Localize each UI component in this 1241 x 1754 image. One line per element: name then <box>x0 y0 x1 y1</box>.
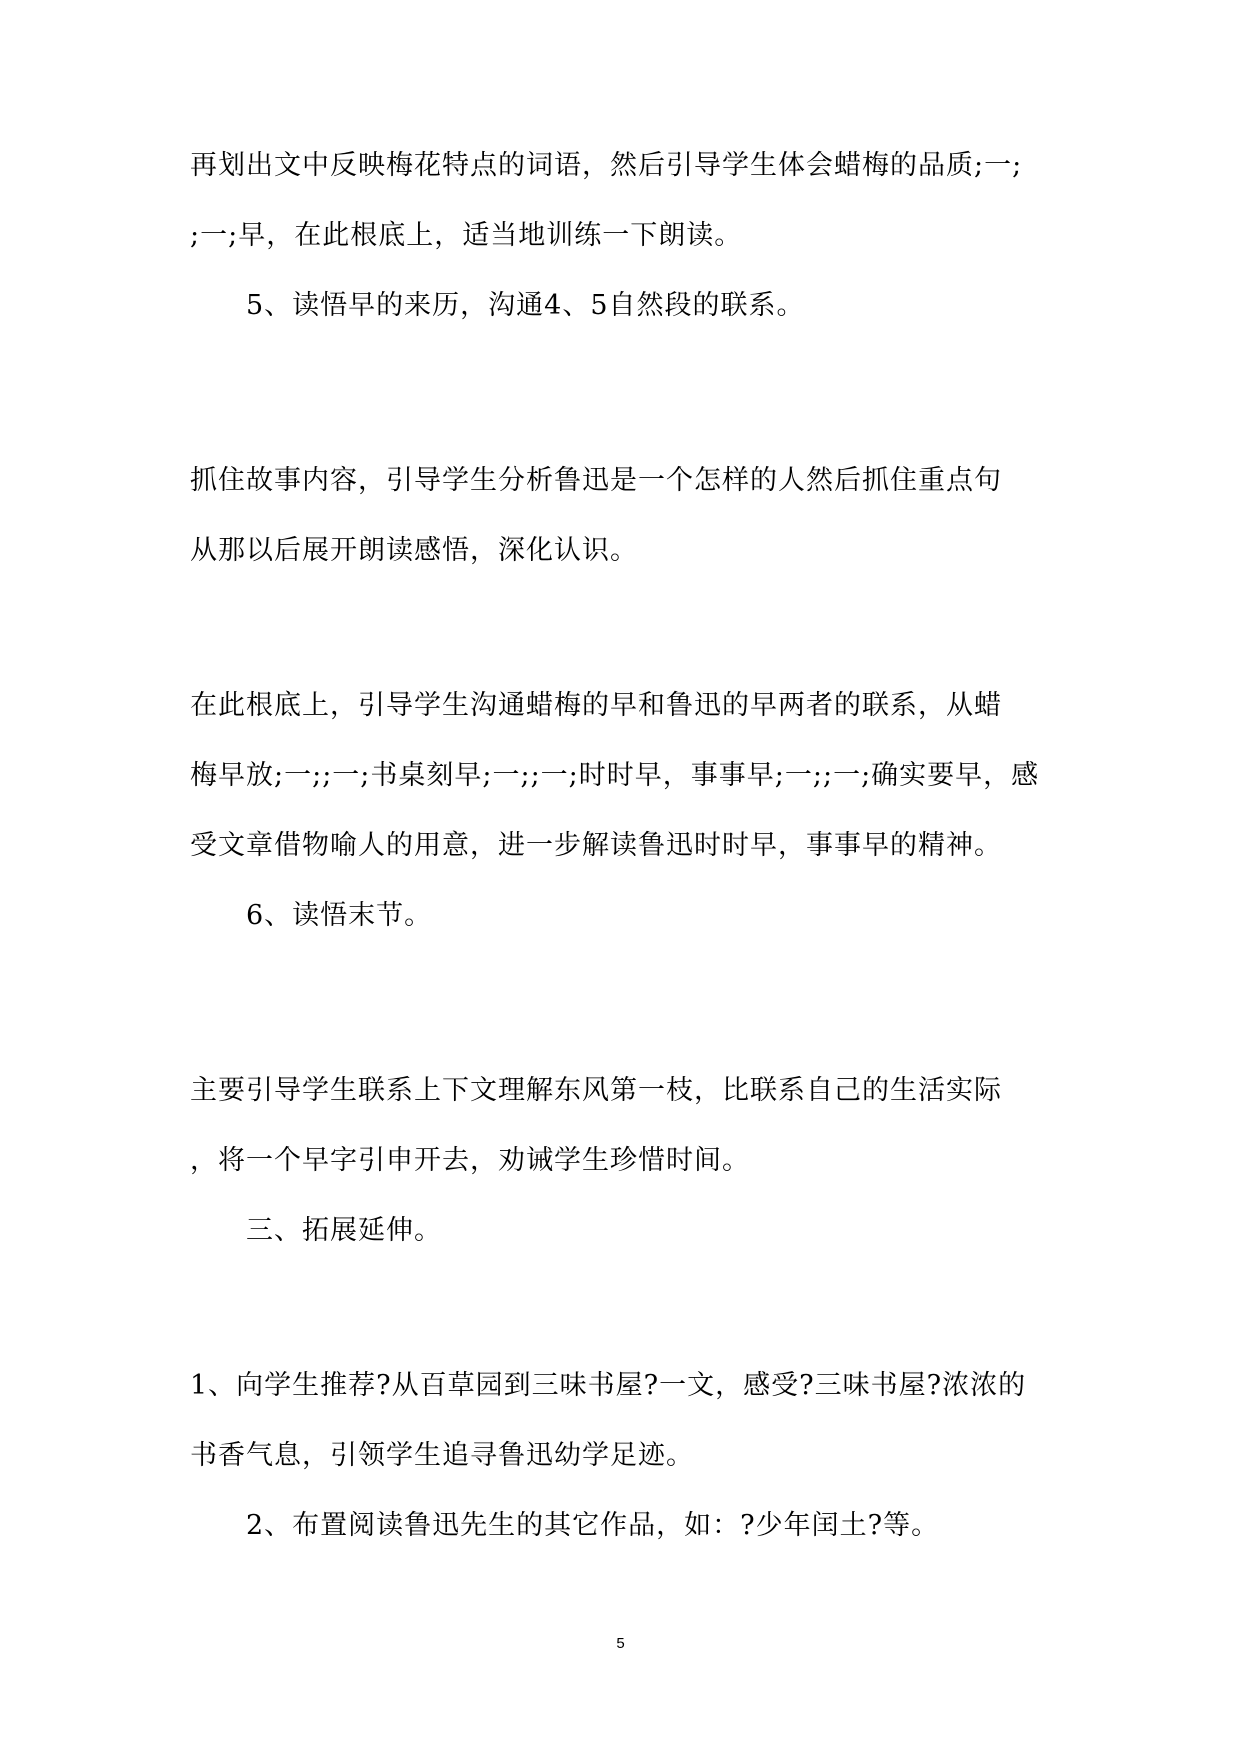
text-line: ;一;早，在此根底上，适当地训练一下朗读。 <box>190 220 743 251</box>
text-line: 再划出文中反映梅花特点的词语，然后引导学生体会蜡梅的品质;一; <box>190 150 1023 181</box>
text-line: 1、向学生推荐?从百草园到三味书屋?一文，感受?三味书屋?浓浓的 <box>190 1370 1027 1401</box>
text-line-indented: 三、拓展延伸。 <box>246 1215 442 1246</box>
text-line: 受文章借物喻人的用意，进一步解读鲁迅时时早，事事早的精神。 <box>190 830 1002 861</box>
text-line: 在此根底上，引导学生沟通蜡梅的早和鲁迅的早两者的联系，从蜡 <box>190 690 1002 721</box>
text-line-indented: 5、读悟早的来历，沟通4、5自然段的联系。 <box>246 290 805 321</box>
text-line: 抓住故事内容，引导学生分析鲁迅是一个怎样的人然后抓住重点句 <box>190 465 1002 496</box>
text-line: 梅早放;一;;一;书桌刻早;一;;一;时时早，事事早;一;;一;确实要早，感 <box>190 760 1040 791</box>
text-line: 书香气息，引领学生追寻鲁迅幼学足迹。 <box>190 1440 694 1471</box>
page-number: 5 <box>616 1635 625 1652</box>
text-line-indented: 6、读悟末节。 <box>246 900 433 931</box>
text-line-indented: 2、布置阅读鲁迅先生的其它作品，如：?少年闰土?等。 <box>246 1510 940 1541</box>
text-line: 从那以后展开朗读感悟，深化认识。 <box>190 535 638 566</box>
text-line: ，将一个早字引申开去，劝诫学生珍惜时间。 <box>190 1145 750 1176</box>
text-line: 主要引导学生联系上下文理解东风第一枝，比联系自己的生活实际 <box>190 1075 1002 1106</box>
